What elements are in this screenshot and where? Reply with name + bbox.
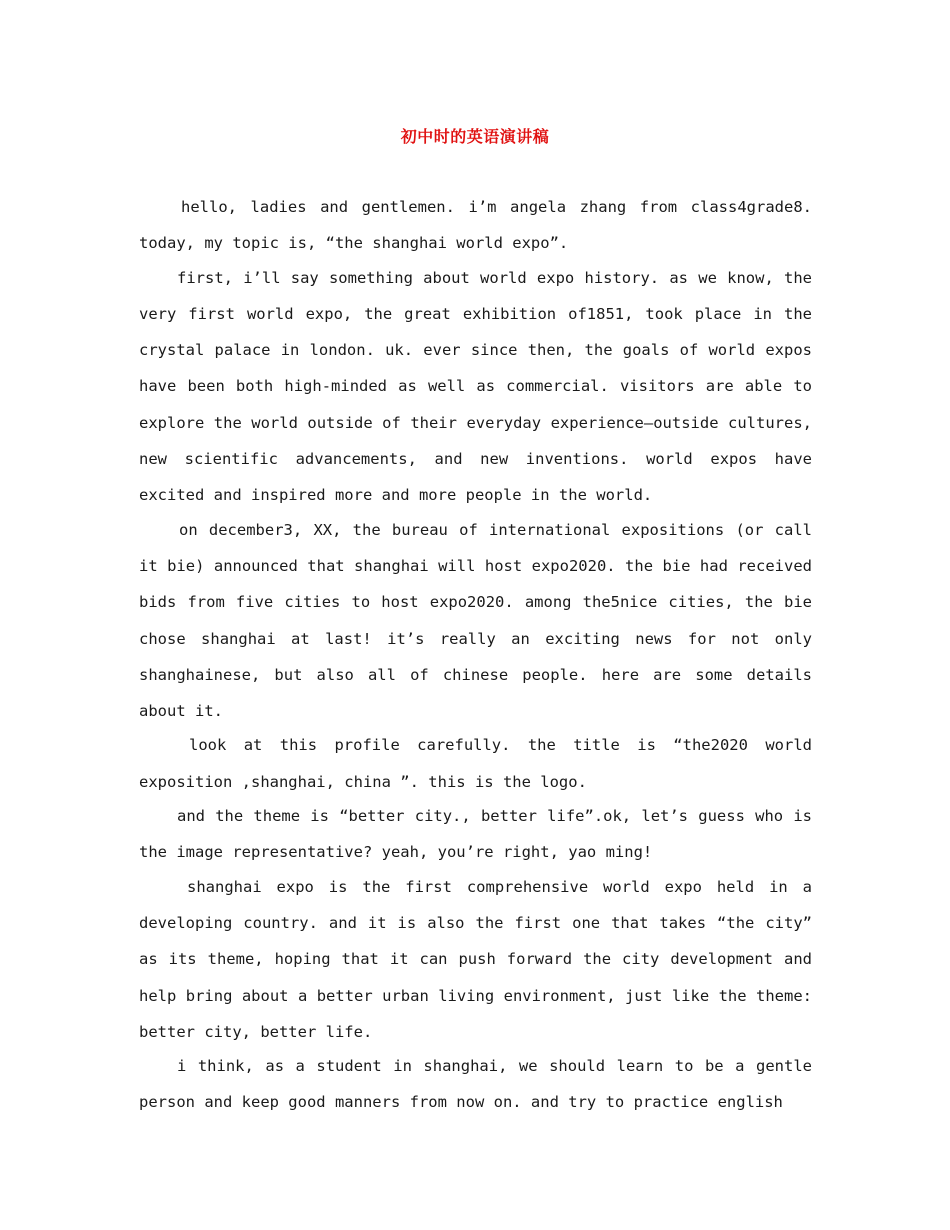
paragraph-expo-history: first, i’ll say something about world expo history. as we know, the very first world expo, the great exhibition of1851, took place in the crystal palace in london. uk. ever since then, the goals of world expos have been both high-minded as well as commercial. visitors are able to explore the world outside of their everyday experience—outside cultures, new scientific advancements, and new inventions. world expos have excited and inspired more and more people in the world.: [139, 268, 812, 505]
paragraph-intro: hello, ladies and gentlemen. i’m angela zhang from class4grade8. today, my topic is, “the shanghai world expo”.: [139, 198, 812, 253]
paragraph-theme: and the theme is “better city., better life”.ok, let’s guess who is the image representative? yeah, you’re right, yao ming!: [139, 807, 812, 862]
paragraph-student: i think, as a student in shanghai, we should learn to be a gentle person and keep good manners from now on. and try to practice english: [139, 1057, 812, 1112]
paragraph-first-expo: shanghai expo is the first comprehensive world expo held in a developing country. and it is also the first one that takes “the city” as its theme, hoping that it can push forward the city development and help bring about a better urban living environment, just like the theme: better city, better life.: [139, 877, 812, 1041]
document-body: [139, 189, 812, 1119]
paragraph-bie-announcement: on december3, XX, the bureau of international expositions (or call it bie) announced that shanghai will host expo2020. the bie had received bids from five cities to host expo2020. among the5nice cities, the bie chose shanghai at last! it’s really an exciting news for not only shanghainese, but also all of chinese people. here are some details about it.: [139, 520, 812, 721]
document-title: 初中时的英语演讲稿: [400, 127, 550, 146]
paragraph-profile: look at this profile carefully. the title is “the2020 world exposition ,shanghai, china ”. this is the logo.: [139, 736, 812, 791]
